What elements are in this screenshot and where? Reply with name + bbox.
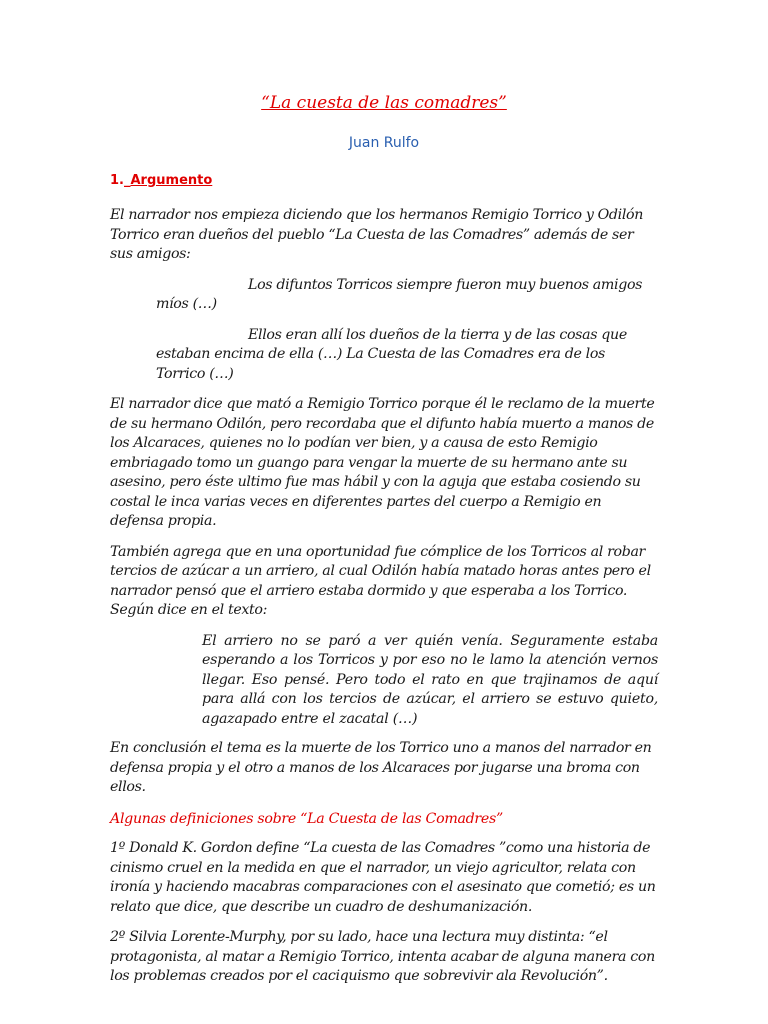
paragraph-conclusion: En conclusión el tema es la muerte de los Torrico uno a manos del narrador en defensa propia y el otro a manos de los Alcaraces por jugarse una broma con ellos. [110, 740, 652, 795]
document-author: Juan Rulfo [348, 135, 420, 151]
quote-2: Ellos eran allí los dueños de la tierra y de las cosas que estaban encima de ella (…) La Cuesta de las Comadres era de los Torrico (…) [156, 326, 627, 382]
paragraph-arriero: También agrega que en una oportunidad fue cómplice de los Torricos al robar tercios de azúcar a un arriero, al cual Odilón había matado horas antes pero el narrador pensó que el arriero estaba dormido y que esperaba a los Torrico. Según dice en el texto: [110, 543, 651, 618]
quote-3: El arriero no se paró a ver quién venía. Seguramente estaba esperando a los Torricos y por eso no le lamo la atención vernos llegar. Eso pensé. Pero todo el rato en que trajinamos de aquí para allá con los tercios de azúcar, el arriero se estuvo quieto, agazapado entre el zacatal (…) [202, 632, 658, 727]
definitions-heading: Algunas definiciones sobre “La Cuesta de las Comadres” [110, 810, 503, 827]
quote-1: Los difuntos Torricos siempre fueron muy buenos amigos míos (…) [156, 276, 643, 312]
paragraph-remigio: El narrador dice que mató a Remigio Torrico porque él le reclamo de la muerte de su hermano Odilón, pero recordaba que el difunto había muerto a manos de los Alcaraces, quienes no lo podían ver bien, y a causa de esto Remigio embriagado tomo un guango para vengar la muerte de su hermano ante su asesino, pero éste ultimo fue mas hábil y con la aguja que estaba cosiendo su costal le inca varias veces en diferentes partes del cuerpo a Remigio en defensa propia. [110, 396, 655, 529]
document-title: “La cuesta de las comadres” [261, 93, 507, 113]
section-title: Argumento [130, 173, 213, 188]
section-number: 1._ [110, 173, 131, 188]
paragraph-intro: El narrador nos empieza diciendo que los hermanos Remigio Torrico y Odilón Torrico eran dueños del pueblo “La Cuesta de las Comadres” además de ser sus amigos: [110, 207, 644, 262]
section-heading-argumento [110, 172, 658, 190]
definition-2: 2º Silvia Lorente-Murphy, por su lado, hace una lectura muy distinta: “el protagonista, al matar a Remigio Torrico, intenta acabar de alguna manera con los problemas creados por el caciquismo que sobrevivir ala Revolución”. [110, 929, 655, 984]
definition-1: 1º Donald K. Gordon define “La cuesta de las Comadres ”como una historia de cinismo cruel en la medida en que el narrador, un viejo agricultor, relata con ironía y haciendo macabras comparaciones con el asesinato que cometió; es un relato que dice, que describe un cuadro de deshumanización. [110, 840, 656, 915]
